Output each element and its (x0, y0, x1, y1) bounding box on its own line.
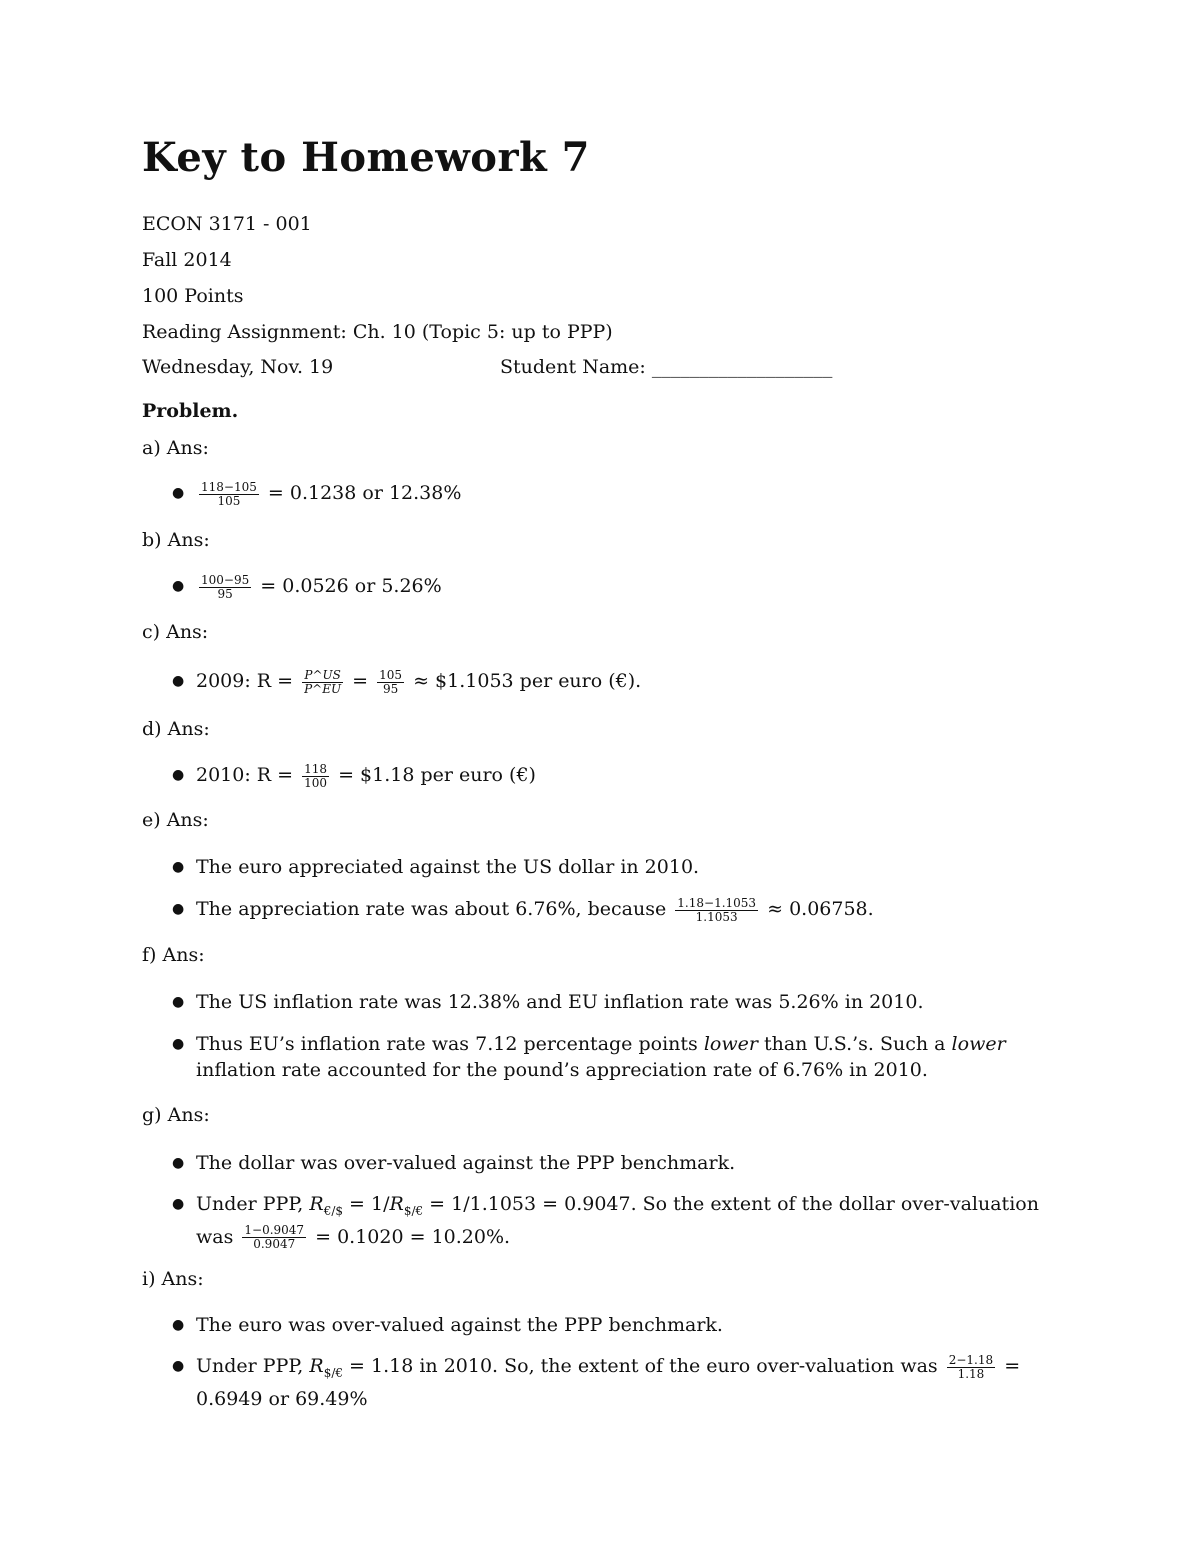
fraction: $\frac{100-95}{95}$ (201, 572, 250, 601)
bullet-icon: ● (172, 485, 185, 501)
answer-g-label: g) Ans: (142, 1104, 210, 1126)
bullet-icon: ● (172, 1317, 185, 1333)
bullet-icon: ● (172, 859, 185, 875)
problem-heading: Problem. (142, 400, 239, 422)
course-line: ECON 3171 - 001 (142, 213, 312, 235)
date-line: Wednesday, Nov. 19 (142, 356, 334, 378)
bullet-icon: ● (172, 994, 185, 1010)
fraction: $\frac{118-105}{105}$ (201, 479, 257, 508)
points-line: 100 Points (142, 285, 244, 307)
bullet-icon: ● (172, 1036, 185, 1052)
fraction: $\frac{P\^{}US}{P\^{}EU}$ (304, 667, 342, 696)
answer-i-label: i) Ans: (142, 1268, 204, 1290)
fraction: $\frac{105}{95}$ (379, 667, 403, 696)
fraction: $\frac{1.18-1.1053}{1.1053}$ (677, 895, 757, 924)
bullet-icon: ● (172, 673, 185, 689)
answer-f-label: f) Ans: (142, 944, 205, 966)
answer-e-label: e) Ans: (142, 809, 209, 831)
fraction: $\frac{1-0.9047}{0.9047}$ (244, 1223, 305, 1252)
term-line: Fall 2014 (142, 249, 232, 271)
answer-a-label: a) Ans: (142, 437, 209, 459)
answer-c-label: c) Ans: (142, 621, 209, 643)
answer-b-label: b) Ans: (142, 529, 210, 551)
bullet-icon: ● (172, 767, 185, 783)
bullet-icon: ● (172, 1196, 185, 1212)
fraction: $\frac{2-1.18}{1.18}$ (948, 1352, 994, 1381)
bullet-icon: ● (172, 901, 185, 917)
document-page: Key to Homework 7 ECON 3171 - 001 Fall 2014 100 Points Reading Assignment: Ch. 10 (Topic 5: up to PPP) Wednesday, Nov. 19 Student Name: ___________________ Problem. a) Ans: ● $\frac{118-105}{105}$ = 0.1238 or 12.38% b) Ans: ● $\frac{100-95}{95}$ = 0.0526 or 5.26% c) Ans: ● 2009: R = $\frac{P\^{}US}{P\^{}EU}$ = $\frac{105}{95}$ ≈ $1.1053 per euro (€). d) Ans: ● 2010: R = $\frac{118}{100}$ = $1.18 per euro (€) e) Ans: ● The euro appreciated against the US dollar in 2010. ● The appreciation rate was about 6.76%, because $\frac{1.18-1.1053}{1.1053}$ ≈ 0.06758. f) Ans: ● The US inflation rate was 12.38% and EU inflation rate was 5.26% in 2010. ● Thus EU’s inflation rate was 7.12 percentage points lower than U.S.’s. Such a lower inflation rate accounted for the pound’s appreciation rate of 6.76% in 2010. g) Ans: ● The dollar was over-valued against the PPP benchmark. ● Under PPP, $R_{€/\$} = 1/R_{\$/€} = 1/1.1053 = 0.9047$. So the extent of the dollar over-valuation was $\frac{1-0.9047}{0.9047}$ = 0.1020 = 10.20%. i) Ans: ● The euro was over-valued against the PPP benchmark. ● Under PPP, $R_{\$/€} = 1.18$ in 2010. So, the extent of the euro over-valuation was $\frac{2-1.18}{1.18}$ = 0.6949 or 69.49% (142, 134, 1039, 1410)
page-title: Key to Homework 7 (142, 134, 590, 181)
bullet-icon: ● (172, 578, 185, 594)
bullet-icon: ● (172, 1155, 185, 1171)
reading-line: Reading Assignment: Ch. 10 (Topic 5: up to PPP) (142, 321, 613, 343)
student-name-line: Student Name: ___________________ (500, 356, 833, 378)
bullet-icon: ● (172, 1358, 185, 1374)
fraction: $\frac{118}{100}$ (304, 761, 328, 790)
answer-d-label: d) Ans: (142, 718, 210, 740)
